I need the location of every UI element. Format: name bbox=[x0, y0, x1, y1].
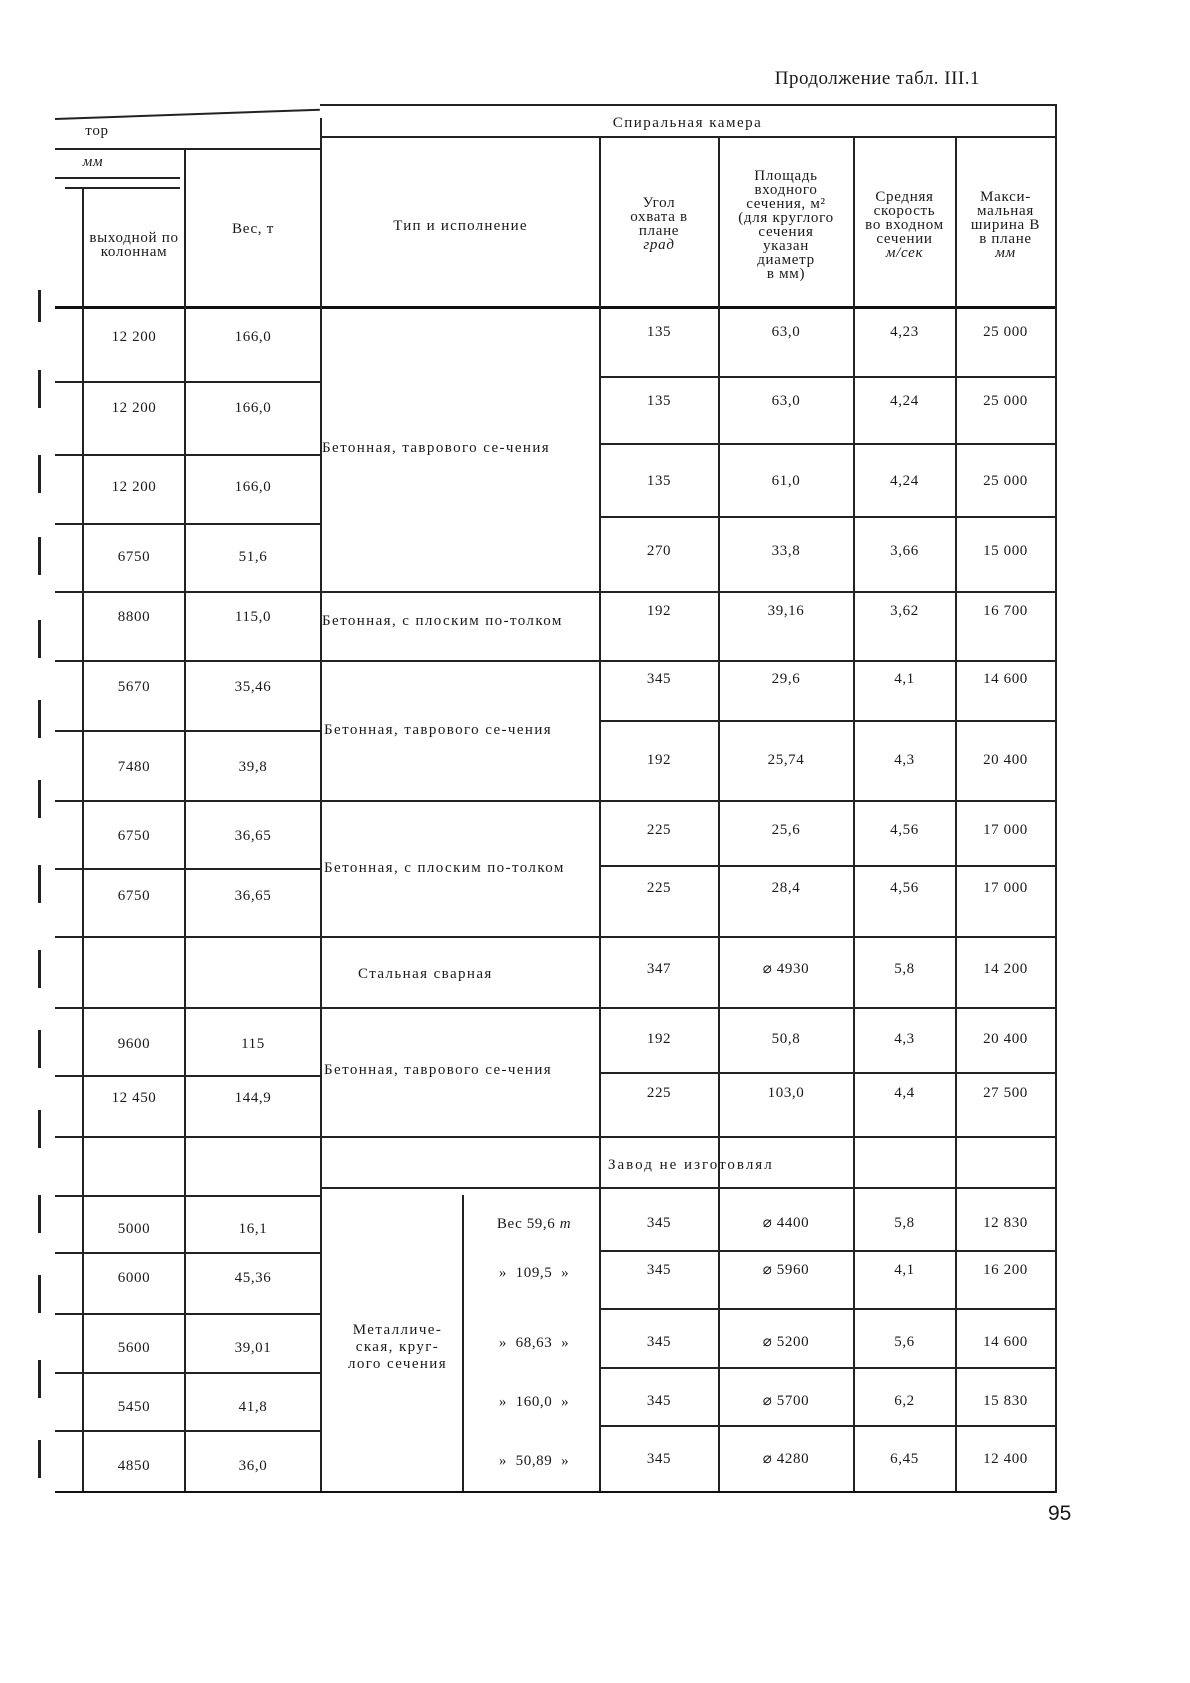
cell-angle: 345 bbox=[646, 1261, 672, 1278]
header-group-left: тор bbox=[85, 123, 109, 139]
rule bbox=[320, 1187, 1055, 1189]
cell-width: 25 000 bbox=[983, 323, 1028, 340]
margin-mark bbox=[38, 455, 41, 493]
cell-speed: 4,24 bbox=[890, 392, 919, 409]
rule bbox=[55, 1372, 320, 1374]
cell-speed: 3,62 bbox=[890, 602, 919, 619]
cell-weight: 39,01 bbox=[234, 1339, 272, 1356]
cell-output: 6750 bbox=[117, 887, 151, 904]
cell-speed: 4,56 bbox=[890, 821, 919, 838]
rule bbox=[55, 1136, 1055, 1138]
cell-width: 17 000 bbox=[983, 821, 1028, 838]
rule bbox=[599, 1308, 1055, 1310]
rule bbox=[55, 730, 320, 732]
cell-area: 103,0 bbox=[767, 1084, 805, 1101]
metal-weight: » 109,5 » bbox=[498, 1264, 570, 1281]
cell-weight: 166,0 bbox=[234, 399, 272, 416]
rule bbox=[55, 1313, 320, 1315]
rule bbox=[1055, 104, 1057, 1493]
cell-output: 4850 bbox=[117, 1457, 151, 1474]
cell-angle: 135 bbox=[646, 472, 672, 489]
cell-speed: 4,3 bbox=[894, 1030, 915, 1047]
cell-weight: 36,65 bbox=[234, 887, 272, 904]
cell-angle: 135 bbox=[646, 323, 672, 340]
cell-speed: 6,45 bbox=[890, 1450, 919, 1467]
rule bbox=[55, 177, 180, 179]
cell-speed: 5,6 bbox=[894, 1333, 915, 1350]
rule bbox=[599, 1367, 1055, 1369]
cell-area: ⌀ 5960 bbox=[762, 1261, 810, 1278]
cell-output: 12 200 bbox=[111, 328, 157, 345]
rule bbox=[55, 1007, 1055, 1009]
header-weight: Вес, т bbox=[232, 221, 274, 237]
header-area-label: Площадь входного сечения, м² (для круглого сечения указан диаметр bbox=[738, 168, 834, 268]
cell-width: 14 600 bbox=[983, 670, 1028, 687]
table-caption: Продолжение табл. III.1 bbox=[774, 68, 980, 89]
cell-speed: 4,23 bbox=[890, 323, 919, 340]
type-cell: Бетонная, с плоским по-толком bbox=[324, 860, 565, 876]
cell-speed: 4,56 bbox=[890, 879, 919, 896]
margin-mark bbox=[38, 1360, 41, 1398]
cell-angle: 345 bbox=[646, 1214, 672, 1231]
cell-weight: 39,8 bbox=[238, 758, 268, 775]
cell-area: ⌀ 5700 bbox=[762, 1392, 810, 1409]
table-bottom-rule bbox=[55, 1491, 1055, 1493]
header-speed bbox=[854, 170, 955, 280]
header-angle-unit: град bbox=[643, 237, 675, 253]
margin-mark bbox=[38, 1030, 41, 1068]
cell-angle: 192 bbox=[646, 751, 672, 768]
cell-width: 17 000 bbox=[983, 879, 1028, 896]
cell-weight: 51,6 bbox=[238, 548, 268, 565]
cell-output: 7480 bbox=[117, 758, 151, 775]
rule bbox=[55, 1430, 320, 1432]
margin-mark bbox=[38, 780, 41, 818]
cell-weight: 144,9 bbox=[234, 1089, 272, 1106]
rule bbox=[599, 1425, 1055, 1427]
cell-angle: 347 bbox=[646, 960, 672, 977]
type-cell: Бетонная, с плоским по-толком bbox=[322, 613, 563, 629]
cell-area: 61,0 bbox=[771, 472, 801, 489]
margin-mark bbox=[38, 950, 41, 988]
cell-width: 15 000 bbox=[983, 542, 1028, 559]
cell-area: 63,0 bbox=[771, 323, 801, 340]
cell-output: 5450 bbox=[117, 1398, 151, 1415]
cell-speed: 6,2 bbox=[894, 1392, 915, 1409]
cell-speed: 4,3 bbox=[894, 751, 915, 768]
header-area-unit: в мм) bbox=[766, 266, 806, 282]
cell-weight: 115 bbox=[241, 1035, 265, 1052]
cell-angle: 225 bbox=[646, 879, 672, 896]
rule bbox=[55, 1252, 320, 1254]
header-width-unit: мм bbox=[995, 245, 1016, 261]
rule bbox=[599, 376, 1055, 378]
cell-angle: 192 bbox=[646, 1030, 672, 1047]
rule bbox=[55, 109, 320, 120]
header-output: выходной по колоннам bbox=[89, 230, 179, 260]
rule bbox=[599, 516, 1055, 518]
cell-output: 5600 bbox=[117, 1339, 151, 1356]
cell-speed: 5,8 bbox=[894, 1214, 915, 1231]
rule bbox=[55, 660, 1055, 662]
margin-mark bbox=[38, 1275, 41, 1313]
cell-speed: 3,66 bbox=[890, 542, 919, 559]
cell-output: 6000 bbox=[117, 1269, 151, 1286]
cell-width: 15 830 bbox=[983, 1392, 1028, 1409]
type-cell: Бетонная, таврового се-чения bbox=[322, 440, 551, 456]
type-cell: Бетонная, таврового се-чения bbox=[324, 722, 553, 738]
cell-width: 14 200 bbox=[983, 960, 1028, 977]
rule bbox=[320, 136, 1055, 138]
header-bottom-rule bbox=[55, 306, 1055, 309]
cell-area: 33,8 bbox=[771, 542, 801, 559]
cell-angle: 345 bbox=[646, 670, 672, 687]
metal-weight: » 160,0 » bbox=[498, 1393, 570, 1410]
margin-mark bbox=[38, 700, 41, 738]
cell-weight: 115,0 bbox=[234, 608, 272, 625]
header-speed-unit: м/сек bbox=[885, 245, 924, 261]
metal-weight: Вес 59,6 т bbox=[496, 1215, 572, 1232]
rule bbox=[55, 868, 320, 870]
rule bbox=[320, 118, 322, 1493]
cell-output: 5000 bbox=[117, 1220, 151, 1237]
cell-speed: 5,8 bbox=[894, 960, 915, 977]
cell-output: 5670 bbox=[117, 678, 151, 695]
rule bbox=[55, 148, 320, 150]
cell-angle: 345 bbox=[646, 1450, 672, 1467]
rule bbox=[55, 800, 1055, 802]
margin-mark bbox=[38, 370, 41, 408]
page-number: 95 bbox=[1048, 1502, 1072, 1525]
rule bbox=[320, 104, 1055, 106]
cell-width: 16 200 bbox=[983, 1261, 1028, 1278]
cell-weight: 35,46 bbox=[234, 678, 272, 695]
header-group-left-unit: мм bbox=[82, 154, 104, 170]
cell-angle: 345 bbox=[646, 1392, 672, 1409]
type-cell: Металличе-ская, круг-лого сечения bbox=[347, 1322, 448, 1372]
cell-area: ⌀ 5200 bbox=[762, 1333, 810, 1350]
margin-mark bbox=[38, 1440, 41, 1478]
cell-angle: 345 bbox=[646, 1333, 672, 1350]
rule bbox=[462, 1195, 464, 1493]
cell-width: 27 500 bbox=[983, 1084, 1028, 1101]
cell-weight: 36,0 bbox=[238, 1457, 268, 1474]
header-width-label: Макси-мальная ширина B в плане bbox=[970, 189, 1041, 247]
cell-area: 50,8 bbox=[771, 1030, 801, 1047]
cell-output: 12 200 bbox=[111, 478, 157, 495]
cell-weight: 45,36 bbox=[234, 1269, 272, 1286]
rule bbox=[55, 523, 320, 525]
cell-angle: 135 bbox=[646, 392, 672, 409]
cell-width: 20 400 bbox=[983, 751, 1028, 768]
cell-area: 28,4 bbox=[771, 879, 801, 896]
metal-weight: » 50,89 » bbox=[498, 1452, 570, 1469]
cell-output: 9600 bbox=[117, 1035, 151, 1052]
rule bbox=[55, 591, 1055, 593]
rule bbox=[599, 720, 1055, 722]
rule bbox=[55, 936, 1055, 938]
header-angle-label: Угол охвата в плане bbox=[630, 195, 688, 239]
cell-width: 14 600 bbox=[983, 1333, 1028, 1350]
cell-area: 39,16 bbox=[767, 602, 805, 619]
cell-speed: 4,24 bbox=[890, 472, 919, 489]
header-type: Тип и исполнение bbox=[393, 218, 528, 234]
header-group-right: Спиральная камера bbox=[612, 115, 763, 131]
rule bbox=[599, 443, 1055, 445]
cell-output: 6750 bbox=[117, 548, 151, 565]
cell-angle: 270 bbox=[646, 542, 672, 559]
type-cell: Завод не изготовлял bbox=[608, 1157, 774, 1173]
cell-speed: 4,1 bbox=[894, 1261, 915, 1278]
cell-angle: 192 bbox=[646, 602, 672, 619]
cell-output: 12 200 bbox=[111, 399, 157, 416]
cell-area: ⌀ 4400 bbox=[762, 1214, 810, 1231]
cell-angle: 225 bbox=[646, 821, 672, 838]
cell-width: 20 400 bbox=[983, 1030, 1028, 1047]
metal-weight: » 68,63 » bbox=[498, 1334, 570, 1351]
cell-width: 25 000 bbox=[983, 392, 1028, 409]
rule bbox=[599, 1072, 1055, 1074]
rule bbox=[55, 381, 320, 383]
cell-area: ⌀ 4930 bbox=[762, 960, 810, 977]
type-cell: Бетонная, таврового се-чения bbox=[324, 1062, 553, 1078]
margin-mark bbox=[38, 290, 41, 322]
cell-speed: 4,1 bbox=[894, 670, 915, 687]
cell-width: 12 400 bbox=[983, 1450, 1028, 1467]
header-speed-label: Средняя скорость во входном сечении bbox=[865, 189, 944, 247]
cell-weight: 166,0 bbox=[234, 328, 272, 345]
type-cell: Стальная сварная bbox=[358, 966, 493, 982]
rule bbox=[599, 1250, 1055, 1252]
header-area bbox=[719, 150, 853, 300]
cell-width: 16 700 bbox=[983, 602, 1028, 619]
cell-area: 25,74 bbox=[767, 751, 805, 768]
rule bbox=[55, 454, 320, 456]
margin-mark bbox=[38, 865, 41, 903]
cell-area: 63,0 bbox=[771, 392, 801, 409]
cell-output: 8800 bbox=[117, 608, 151, 625]
cell-weight: 36,65 bbox=[234, 827, 272, 844]
margin-mark bbox=[38, 537, 41, 575]
cell-weight: 41,8 bbox=[238, 1398, 268, 1415]
header-angle bbox=[600, 188, 718, 260]
rule bbox=[184, 148, 186, 1493]
cell-area: ⌀ 4280 bbox=[762, 1450, 810, 1467]
margin-mark bbox=[38, 1195, 41, 1233]
rule bbox=[55, 1075, 320, 1077]
cell-width: 25 000 bbox=[983, 472, 1028, 489]
cell-output: 6750 bbox=[117, 827, 151, 844]
margin-mark bbox=[38, 1110, 41, 1148]
cell-width: 12 830 bbox=[983, 1214, 1028, 1231]
rule bbox=[55, 1195, 320, 1197]
cell-weight: 166,0 bbox=[234, 478, 272, 495]
cell-weight: 16,1 bbox=[238, 1220, 268, 1237]
margin-mark bbox=[38, 620, 41, 658]
rule bbox=[599, 865, 1055, 867]
cell-angle: 225 bbox=[646, 1084, 672, 1101]
cell-speed: 4,4 bbox=[894, 1084, 915, 1101]
cell-area: 25,6 bbox=[771, 821, 801, 838]
cell-area: 29,6 bbox=[771, 670, 801, 687]
cell-output: 12 450 bbox=[111, 1089, 157, 1106]
header-width bbox=[956, 180, 1055, 270]
